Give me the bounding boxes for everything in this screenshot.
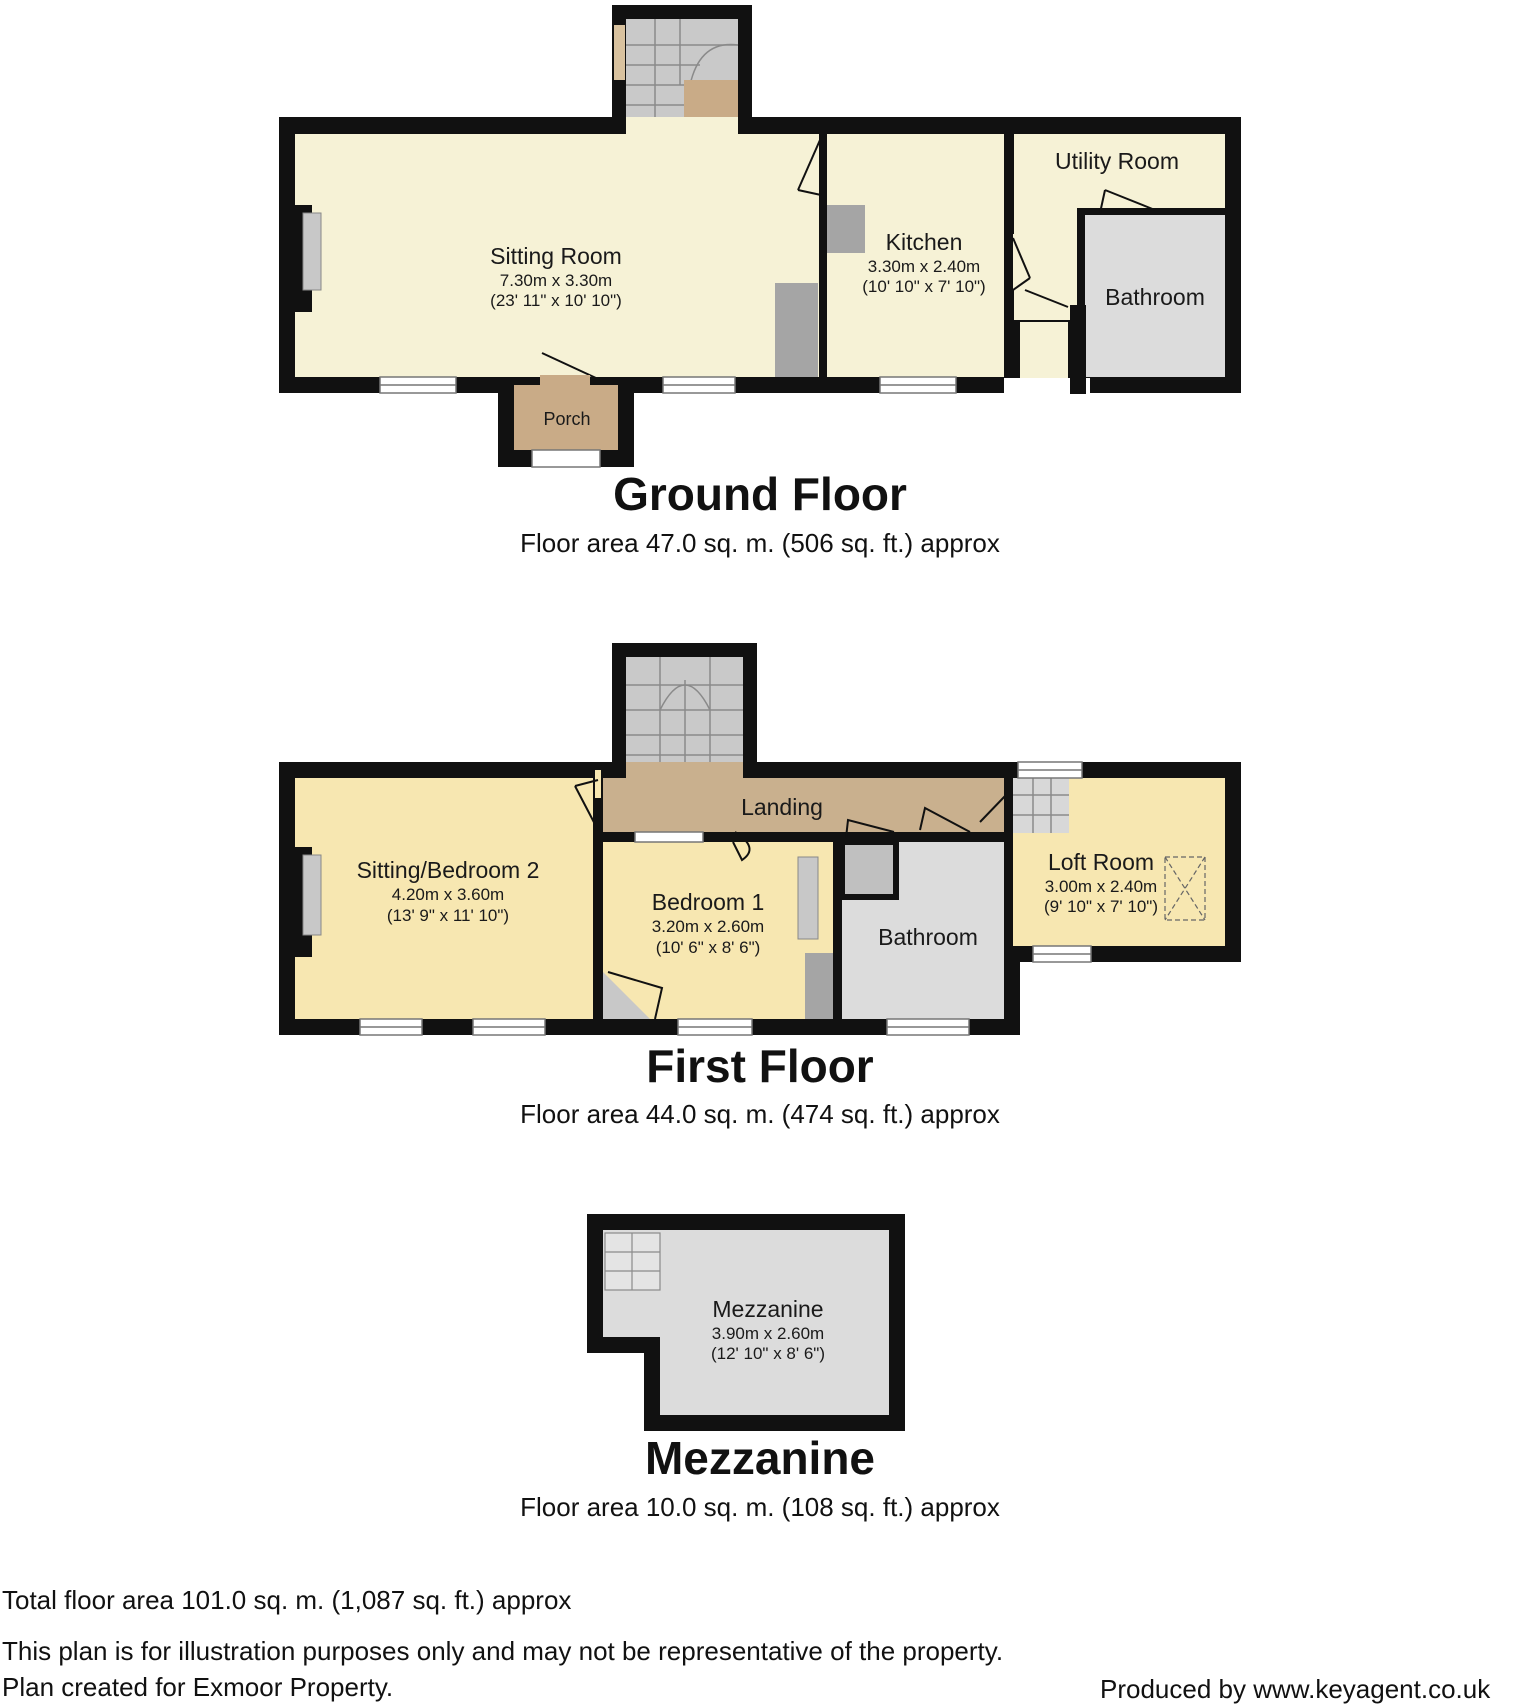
disclaimer: This plan is for illustration purposes only and may not be representative of the property. (2, 1636, 1004, 1666)
kitchen-utility-wall-lower (1004, 290, 1014, 378)
first-fireplace (303, 855, 321, 935)
sitting-room-imperial: (23' 11" x 10' 10") (490, 291, 622, 310)
first-floor-area: Floor area 44.0 sq. m. (474 sq. ft.) approx (520, 1099, 1000, 1129)
kitchen (827, 134, 1004, 377)
landing-stair-opening (626, 762, 743, 780)
wall-bed1-bath (833, 842, 842, 1019)
wall-bath-loft (1004, 842, 1013, 1019)
kitchen-appliance (827, 205, 865, 253)
sitting-room-cupboard (775, 283, 818, 377)
loft-stairs (1013, 778, 1069, 833)
sitting-bedroom-2-imperial: (13' 9" x 11' 10") (386, 906, 510, 925)
mezzanine-plan (520, 1214, 1000, 1522)
sitting-room-name: Sitting Room (490, 243, 622, 269)
wall-landing-loft (1004, 778, 1013, 832)
kitchen-metric: 3.30m x 2.40m (867, 257, 981, 276)
loft-room-metric: 3.00m x 2.40m (1044, 877, 1158, 896)
bedroom-1-name: Bedroom 1 (651, 889, 765, 915)
wall-bed2-landing (593, 778, 603, 1019)
sitting-room-metric: 7.30m x 3.30m (499, 271, 613, 290)
bathroom-cupboard (842, 842, 896, 897)
ground-floor-title: Ground Floor (613, 468, 907, 520)
mezzanine-imperial: (12' 10" x 8' 6") (710, 1344, 826, 1363)
bedroom-1-wardrobe (805, 953, 833, 1019)
ground-bathroom-name: Bathroom (1105, 284, 1205, 310)
ground-floor-plan (279, 5, 1241, 558)
bed2-door-gap (595, 770, 601, 798)
ground-stair-door (614, 25, 625, 80)
bedroom-1-fireplace (798, 857, 818, 939)
mezzanine-title: Mezzanine (644, 1432, 876, 1484)
bathroom-side-wall (1070, 305, 1086, 394)
sitting-bedroom-2-name: Sitting/Bedroom 2 (356, 857, 540, 883)
landing-name: Landing (741, 794, 823, 820)
total-floor-area: Total floor area 101.0 sq. m. (1,087 sq. ft.) approx (2, 1585, 572, 1615)
mezzanine-metric: 3.90m x 2.60m (711, 1324, 825, 1343)
sitting-kitchen-wall (819, 200, 827, 377)
porch-name: Porch (543, 409, 591, 429)
first-bathroom-name: Bathroom (878, 924, 978, 950)
kitchen-imperial: (10' 10" x 7' 10") (862, 277, 986, 296)
mezzanine-name: Mezzanine (712, 1296, 824, 1322)
bedroom-1-metric: 3.20m x 2.60m (651, 917, 765, 936)
produced-by: Produced by www.keyagent.co.uk (1100, 1674, 1491, 1704)
loft-room-imperial: (9' 10" x 7' 10") (1043, 897, 1159, 916)
bedroom-1-imperial: (10' 6" x 8' 6") (655, 938, 761, 957)
porch-window (532, 450, 600, 467)
first-floor-title: First Floor (646, 1040, 874, 1092)
utility-lobby-fill (1020, 322, 1068, 378)
mezzanine-area: Floor area 10.0 sq. m. (108 sq. ft.) approx (520, 1492, 1000, 1522)
sitting-room-stair-opening (626, 117, 738, 137)
utility-room-name: Utility Room (1055, 148, 1179, 174)
ground-fireplace (303, 213, 321, 290)
kitchen-utility-wall (1004, 134, 1014, 234)
ground-floor-area: Floor area 47.0 sq. m. (506 sq. ft.) approx (520, 528, 1000, 558)
kitchen-name: Kitchen (885, 229, 963, 255)
porch-opening (540, 375, 590, 387)
sitting-kitchen-wall-top (819, 134, 827, 142)
first-floor-plan (279, 643, 1241, 1129)
sitting-bedroom-2-metric: 4.20m x 3.60m (391, 885, 505, 904)
created-for: Plan created for Exmoor Property. (2, 1672, 394, 1702)
loft-room-name: Loft Room (1047, 849, 1155, 875)
